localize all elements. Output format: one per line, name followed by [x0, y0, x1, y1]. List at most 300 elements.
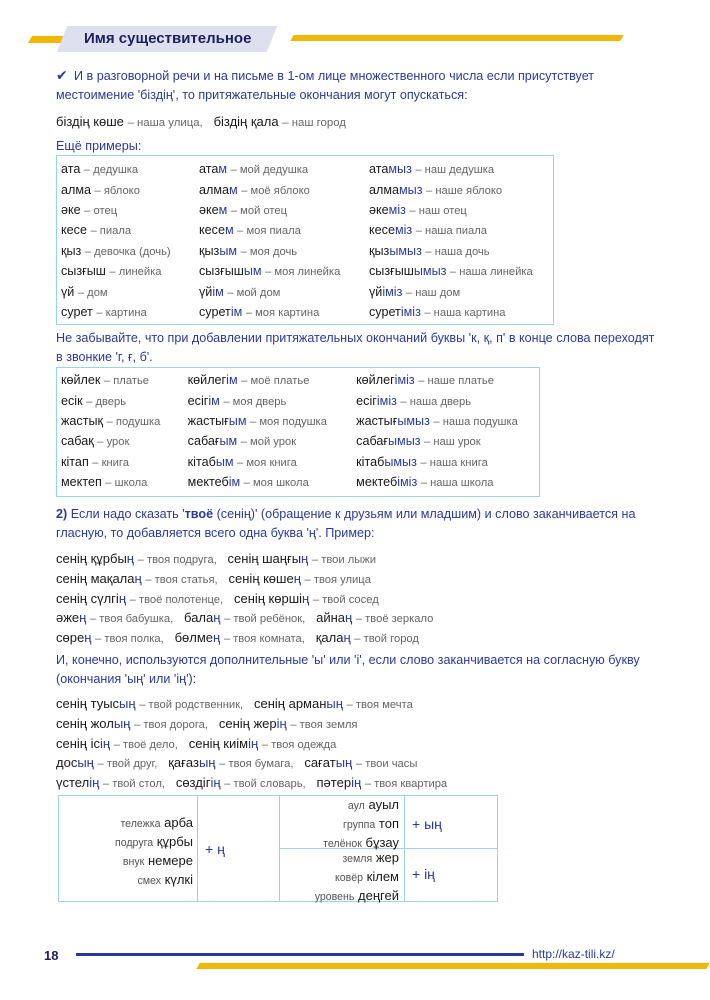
- ru-translation: ковёр: [334, 872, 364, 884]
- table: [57, 159, 553, 322]
- phrase-item: [56, 696, 254, 711]
- table-cell: [184, 431, 353, 451]
- kz-stem: алма: [369, 182, 400, 197]
- section-number: 2): [56, 507, 68, 521]
- phrase-line: [56, 609, 656, 629]
- summary-word: [281, 815, 399, 834]
- ru-translation: – мой урок: [240, 436, 297, 449]
- kz-stem: сабақ: [61, 434, 94, 449]
- kz-stem: қыз: [61, 243, 82, 258]
- kz-suffix: іміз: [376, 393, 397, 408]
- kz-suffix: ымыз: [388, 434, 421, 449]
- table-cell: [57, 159, 195, 179]
- ru-translation: – твоё полотенце,: [129, 593, 224, 606]
- ru-translation: – моя подушка: [250, 415, 327, 428]
- kz-stem: жастығ: [356, 413, 398, 428]
- phrase-item: [168, 755, 304, 770]
- kz-stem: қыз: [369, 243, 390, 258]
- ru-translation: – картина: [96, 306, 147, 319]
- ru-translation: – отец: [84, 204, 118, 217]
- kz-phrase: пәтер: [316, 775, 352, 791]
- phrase-item: [56, 551, 228, 566]
- kz-stem: мектеп: [61, 475, 102, 490]
- ru-translation: – твой город: [354, 633, 419, 646]
- ru-translation: – наше яблоко: [426, 184, 503, 197]
- phrase-item: [189, 736, 337, 751]
- kz-stem: есік: [61, 393, 83, 408]
- table-cell: [195, 179, 365, 199]
- ru-translation: – моя картина: [245, 306, 320, 319]
- ru-translation: – твой словарь,: [224, 778, 306, 791]
- phrase-item: [228, 551, 376, 566]
- table-cell: [184, 472, 353, 492]
- ru-translation: – моя пиала: [237, 225, 301, 238]
- phrase-item: [56, 736, 189, 751]
- ru-translation: – книга: [92, 456, 129, 469]
- kz-suffix: ім: [226, 373, 238, 388]
- phrase-item: [317, 775, 448, 790]
- ru-translation: – моё платье: [241, 375, 310, 388]
- summary-word: [281, 849, 399, 868]
- ru-translation: – мой дедушка: [230, 164, 309, 177]
- table-row: [57, 411, 539, 431]
- summary-word: [281, 887, 399, 906]
- ru-translation: – школа: [105, 477, 148, 490]
- ru-translation: – моя дверь: [223, 395, 287, 408]
- kz-suffix: ің: [99, 735, 111, 751]
- kz-stem: жастығ: [187, 413, 229, 428]
- phrase-item: [304, 755, 417, 770]
- ru-translation: – наша дочь: [425, 245, 490, 258]
- section-2-bold: твоё: [184, 507, 214, 521]
- table-cell: [57, 302, 195, 322]
- table-cell: [57, 281, 195, 301]
- kz-suffix: ымыз: [413, 264, 447, 279]
- kz-word: топ: [378, 816, 399, 831]
- kz-suffix: іміз: [400, 304, 421, 319]
- kz-suffix: ң: [345, 610, 353, 626]
- table-cell: [57, 200, 195, 220]
- kz-word: күлкі: [164, 872, 193, 887]
- table-cell: [365, 302, 553, 322]
- ru-translation: – урок: [97, 436, 130, 449]
- ru-translation: – наше платье: [418, 375, 494, 388]
- kz-suffix: ің: [210, 775, 221, 791]
- ru-translation: – твои часы: [355, 758, 418, 771]
- ru-translation: внук: [122, 856, 145, 868]
- kz-stem: үй: [369, 284, 383, 299]
- ru-translation: группа: [342, 819, 376, 831]
- ru-translation: – наша дверь: [400, 395, 472, 408]
- kz-stem: кітаб: [187, 454, 216, 469]
- ru-translation: подруга: [114, 837, 154, 849]
- kz-stem: мектеб: [187, 475, 229, 490]
- kz-word: бұзау: [365, 835, 399, 850]
- kz-suffix: ң: [126, 551, 134, 566]
- ru-translation: – моё яблоко: [241, 184, 310, 197]
- table: [57, 370, 539, 492]
- footer-link[interactable]: http://kaz-tili.kz/: [532, 947, 615, 961]
- page-number: 18: [44, 948, 59, 963]
- table-row: [57, 472, 539, 492]
- hard-suffix: + ың: [412, 816, 442, 832]
- table-row: [57, 261, 553, 281]
- voicing-note: Не забывайте, что при добавлении притяжательных окончаний буквы 'к, қ, п' в конце слова переходят в звонкие 'г, ғ, б'.: [56, 331, 655, 364]
- table-cell: [57, 370, 184, 390]
- kz-phrase: бөлме: [174, 630, 213, 646]
- ru-translation: – твоя комната,: [223, 633, 305, 646]
- summary-word: [59, 852, 193, 871]
- table-cell: [184, 452, 353, 472]
- kz-suffix: ің: [276, 715, 287, 731]
- phrase-item: [316, 630, 419, 645]
- kz-phrase: бала: [184, 610, 214, 626]
- kz-stem: кітаб: [356, 454, 385, 469]
- possessive-table-2: [56, 367, 540, 497]
- table-cell: [195, 159, 365, 179]
- kz-suffix: мыз: [399, 182, 423, 197]
- kz-suffix: ың: [326, 696, 343, 711]
- kz-suffix: ң: [79, 610, 87, 626]
- summary-grid: [58, 795, 498, 902]
- kz-phrase: сенің жол: [56, 715, 114, 731]
- phrase-line: [56, 774, 656, 794]
- kz-word: деңгей: [358, 888, 399, 903]
- kz-suffix: іміз: [382, 284, 403, 299]
- kz-suffix: ң: [301, 551, 309, 566]
- table-cell: [352, 472, 539, 492]
- ru-translation: – дверь: [86, 395, 127, 408]
- kz-suffix: ың: [198, 755, 216, 771]
- table-row: [57, 241, 553, 261]
- kz-phrase: сенің киім: [188, 735, 249, 751]
- table-cell: [57, 472, 184, 492]
- table-row: [57, 159, 553, 179]
- kz-stem: сурет: [369, 304, 401, 319]
- phrase-line: [56, 570, 656, 590]
- kz-word: немере: [147, 853, 193, 868]
- kz-phrase: сенің жер: [218, 715, 277, 731]
- ru-translation: – пиала: [90, 225, 132, 238]
- phrase-item: [56, 630, 175, 645]
- kz-suffix: ң: [213, 630, 221, 646]
- table-cell: [57, 220, 195, 240]
- table-cell: [57, 179, 195, 199]
- kz-phrase: қала: [315, 630, 344, 646]
- examples-heading: Ещё примеры:: [56, 139, 142, 153]
- section-2-pre: Если надо сказать ': [70, 507, 185, 521]
- kz-stem: әке: [369, 202, 389, 217]
- phrase-item: [184, 610, 316, 625]
- kz-phrase: сағат: [304, 755, 336, 771]
- kz-suffix: ің: [89, 775, 100, 791]
- phrase-item: [254, 696, 413, 711]
- ru-translation: – моя книга: [237, 456, 297, 469]
- phrase-item: [176, 775, 317, 790]
- kz-phrase: сенің шаңғы: [227, 551, 302, 566]
- phrases-consonant: [56, 695, 656, 794]
- kz-suffix: ың: [335, 755, 353, 771]
- ru-translation: земля: [342, 853, 373, 865]
- ru-translation: – наша подушка: [433, 415, 518, 428]
- summary-word: [59, 833, 193, 852]
- intro-text: И в разговорной речи и на письме в 1-ом лице множественного числа если присутствует местоимение 'біздің', то притяжательные окончания могут опускаться:: [56, 69, 595, 102]
- ru-translation: – твоя подруга,: [137, 554, 217, 566]
- table-cell: [365, 200, 553, 220]
- phrase-item: [219, 716, 358, 731]
- kz-suffix: м: [224, 223, 234, 238]
- kz-phrase: сенің мақала: [56, 570, 135, 586]
- kz-suffix: іміз: [394, 373, 415, 388]
- table-cell: [365, 261, 553, 281]
- kz-phrase: сөре: [56, 630, 85, 646]
- ru-translation: – наш дедушка: [415, 164, 495, 177]
- table-cell: [57, 431, 184, 451]
- ru-translation: – наша линейка: [449, 266, 533, 279]
- ru-translation: – наша книга: [420, 456, 488, 469]
- table-cell: [195, 220, 365, 240]
- kz-suffix: ң: [213, 610, 221, 626]
- table-cell: [184, 411, 353, 431]
- intro-example-ru: – наш город: [282, 117, 346, 129]
- kz-phrase: сенің көрші: [233, 590, 303, 606]
- table-row: [57, 200, 553, 220]
- kz-word: ауыл: [368, 797, 399, 812]
- ru-translation: – дом: [77, 286, 108, 299]
- kz-stem: жастық: [61, 413, 104, 428]
- phrase-item: [56, 775, 176, 790]
- kz-stem: әке: [199, 202, 219, 217]
- table-row: [57, 390, 539, 410]
- footer-rule: [76, 953, 524, 956]
- possessive-table-1: [56, 155, 554, 325]
- kz-suffix: ім: [228, 475, 241, 490]
- phrase-line: [56, 754, 656, 774]
- kz-suffix: ім: [230, 304, 243, 319]
- section-2-post: (сенің)' (обращение к друзьям или младшим) и слово заканчивается на гласную, то добавляется всего одна буква 'ң'. Пример:: [56, 507, 636, 540]
- kz-phrase: сенің іс: [56, 735, 100, 751]
- kz-suffix: ім: [208, 393, 220, 408]
- ru-translation: телёнок: [323, 838, 362, 850]
- vowel-suffix: + ң: [205, 841, 225, 857]
- ru-translation: – наша школа: [420, 477, 494, 490]
- ru-translation: – твой сосед: [312, 593, 379, 606]
- kz-stem: кесе: [61, 223, 87, 238]
- kz-stem: кесе: [369, 223, 395, 238]
- table-row: [57, 452, 539, 472]
- table-cell: [184, 370, 353, 390]
- summary-word: [281, 796, 399, 815]
- soft-word-list: [281, 849, 399, 906]
- ru-translation: – наш урок: [424, 436, 481, 449]
- table-cell: [195, 261, 365, 281]
- kz-suffix: ым: [215, 454, 234, 469]
- summary-word: [59, 814, 193, 833]
- vowel-word-list: [59, 814, 193, 890]
- kz-phrase: сенің көше: [228, 570, 294, 586]
- table-cell: [195, 302, 365, 322]
- kz-word: құрбы: [156, 834, 193, 849]
- ru-translation: – твоя одежда: [261, 738, 337, 751]
- ru-translation: – твоя полка,: [95, 633, 164, 646]
- header-accent-right: [290, 35, 623, 41]
- phrase-item: [234, 591, 379, 606]
- kz-suffix: ың: [113, 715, 131, 731]
- table-cell: [352, 452, 539, 472]
- grid-divider: [197, 796, 198, 901]
- phrase-line: [56, 629, 656, 649]
- kz-suffix: ымыз: [389, 243, 422, 258]
- kz-suffix: ың: [77, 755, 94, 771]
- table-row: [57, 179, 553, 199]
- kz-stem: кітап: [61, 454, 89, 469]
- table-row: [57, 370, 539, 390]
- kz-suffix: м: [218, 162, 228, 177]
- ru-translation: – наш отец: [409, 204, 467, 217]
- table-cell: [57, 261, 195, 281]
- kz-stem: үй: [199, 284, 213, 299]
- kz-suffix: ым: [219, 243, 238, 258]
- table-cell: [352, 390, 539, 410]
- table-cell: [57, 452, 184, 472]
- ru-translation: – мой отец: [230, 204, 288, 217]
- kz-stem: алма: [61, 182, 92, 197]
- footer-accent: [196, 963, 709, 969]
- summary-word: [59, 871, 193, 890]
- soft-suffix: + ің: [412, 866, 435, 882]
- ru-translation: – моя дочь: [240, 245, 298, 258]
- ru-translation: – твой родственник,: [139, 699, 244, 711]
- ru-translation: – твоя дорога,: [133, 718, 209, 731]
- ru-translation: смех: [137, 875, 162, 887]
- kz-stem: сызғыш: [199, 264, 244, 279]
- ru-translation: – твоя квартира: [364, 778, 448, 791]
- kz-phrase: сенің туыс: [56, 696, 120, 711]
- kz-phrase: қағаз: [168, 755, 199, 771]
- ru-translation: – твои лыжи: [311, 554, 377, 566]
- kz-stem: сурет: [61, 304, 93, 319]
- kz-stem: сызғыш: [369, 264, 414, 279]
- ru-translation: – моя линейка: [265, 266, 341, 279]
- intro-paragraph: [56, 66, 656, 105]
- table-cell: [365, 220, 553, 240]
- ru-translation: тележка: [120, 818, 161, 830]
- kz-word: арба: [164, 815, 193, 830]
- kz-suffix: ң: [343, 630, 351, 646]
- kz-suffix: ің: [248, 735, 259, 751]
- intro-example-ru: – наша улица,: [127, 117, 203, 129]
- kz-stem: алма: [199, 182, 230, 197]
- intro-example-kz: біздің қала: [213, 114, 279, 129]
- ru-translation: – наш дом: [405, 286, 461, 299]
- kz-stem: сабағ: [356, 434, 388, 449]
- ru-translation: – твой ребёнок,: [224, 613, 306, 626]
- table-cell: [352, 370, 539, 390]
- table-cell: [57, 411, 184, 431]
- kz-suffix: ым: [228, 413, 247, 428]
- table-cell: [57, 390, 184, 410]
- ru-translation: – моя школа: [243, 477, 309, 490]
- table-cell: [365, 159, 553, 179]
- phrase-line: [56, 590, 656, 610]
- ru-translation: – дедушка: [83, 164, 139, 177]
- table-cell: [195, 281, 365, 301]
- ru-translation: уровень: [314, 891, 355, 903]
- table-row: [57, 281, 553, 301]
- table-cell: [57, 241, 195, 261]
- kz-suffix: міз: [394, 223, 413, 238]
- kz-stem: сурет: [199, 304, 231, 319]
- kz-suffix: ымыз: [384, 454, 417, 469]
- kz-suffix: мыз: [388, 162, 412, 177]
- kz-stem: қыз: [199, 243, 220, 258]
- ru-translation: – платье: [103, 375, 149, 388]
- intro-example-kz: біздің көше: [56, 114, 124, 129]
- kz-stem: кесе: [199, 223, 225, 238]
- kz-stem: көйлег: [356, 373, 395, 388]
- table-cell: [365, 241, 553, 261]
- kz-stem: есіг: [356, 393, 377, 408]
- phrase-item: [229, 571, 371, 586]
- phrase-item: [56, 610, 184, 625]
- ru-translation: – твоя земля: [290, 718, 358, 731]
- kz-suffix: ым: [219, 434, 238, 449]
- ru-translation: – подушка: [106, 415, 161, 428]
- page-title: Имя существительное: [84, 30, 252, 47]
- checkmark-icon: ✔: [56, 67, 68, 83]
- kz-suffix: ың: [119, 696, 136, 711]
- phrase-item: [56, 571, 229, 586]
- phrase-line: [56, 735, 656, 755]
- ru-translation: – наша пиала: [415, 225, 488, 238]
- kz-suffix: міз: [388, 202, 406, 217]
- ru-translation: – твоя статья,: [145, 573, 218, 586]
- kz-stem: есіг: [187, 393, 209, 408]
- kz-suffix: ң: [302, 590, 310, 606]
- summary-word: [281, 868, 399, 887]
- kz-suffix: ң: [84, 630, 92, 646]
- kz-suffix: ым: [243, 264, 262, 279]
- ru-translation: – твой стол,: [102, 778, 165, 791]
- phrases-vowel: [56, 550, 656, 649]
- phrase-line: [56, 550, 656, 570]
- ru-translation: – линейка: [109, 266, 162, 279]
- consonant-note: И, конечно, используются дополнительные 'ы' или 'і', если слово заканчивается на согласную букву (окончания 'ың' или 'ің'):: [56, 653, 640, 686]
- kz-stem: мектеб: [356, 475, 398, 490]
- kz-phrase: сенің арман: [254, 696, 327, 711]
- ru-translation: – твоё дело,: [113, 738, 178, 751]
- kz-stem: көйлек: [61, 373, 101, 388]
- kz-phrase: әже: [56, 610, 80, 626]
- kz-suffix: м: [218, 202, 228, 217]
- kz-suffix: ң: [293, 570, 301, 586]
- table-row: [57, 220, 553, 240]
- ru-translation: – мой дом: [227, 286, 281, 299]
- table-cell: [195, 241, 365, 261]
- kz-phrase: сенің сүлгі: [56, 590, 119, 606]
- kz-stem: сабағ: [187, 434, 220, 449]
- ru-translation: – наша картина: [424, 306, 506, 319]
- kz-suffix: м: [229, 182, 238, 197]
- table-cell: [184, 390, 353, 410]
- ru-translation: – девочка (дочь): [84, 245, 171, 258]
- kz-phrase: айна: [316, 610, 346, 626]
- kz-stem: ата: [61, 162, 81, 177]
- kz-word: кілем: [366, 869, 399, 884]
- table-row: [57, 431, 539, 451]
- phrase-item: [316, 610, 433, 625]
- phrase-item: [56, 716, 219, 731]
